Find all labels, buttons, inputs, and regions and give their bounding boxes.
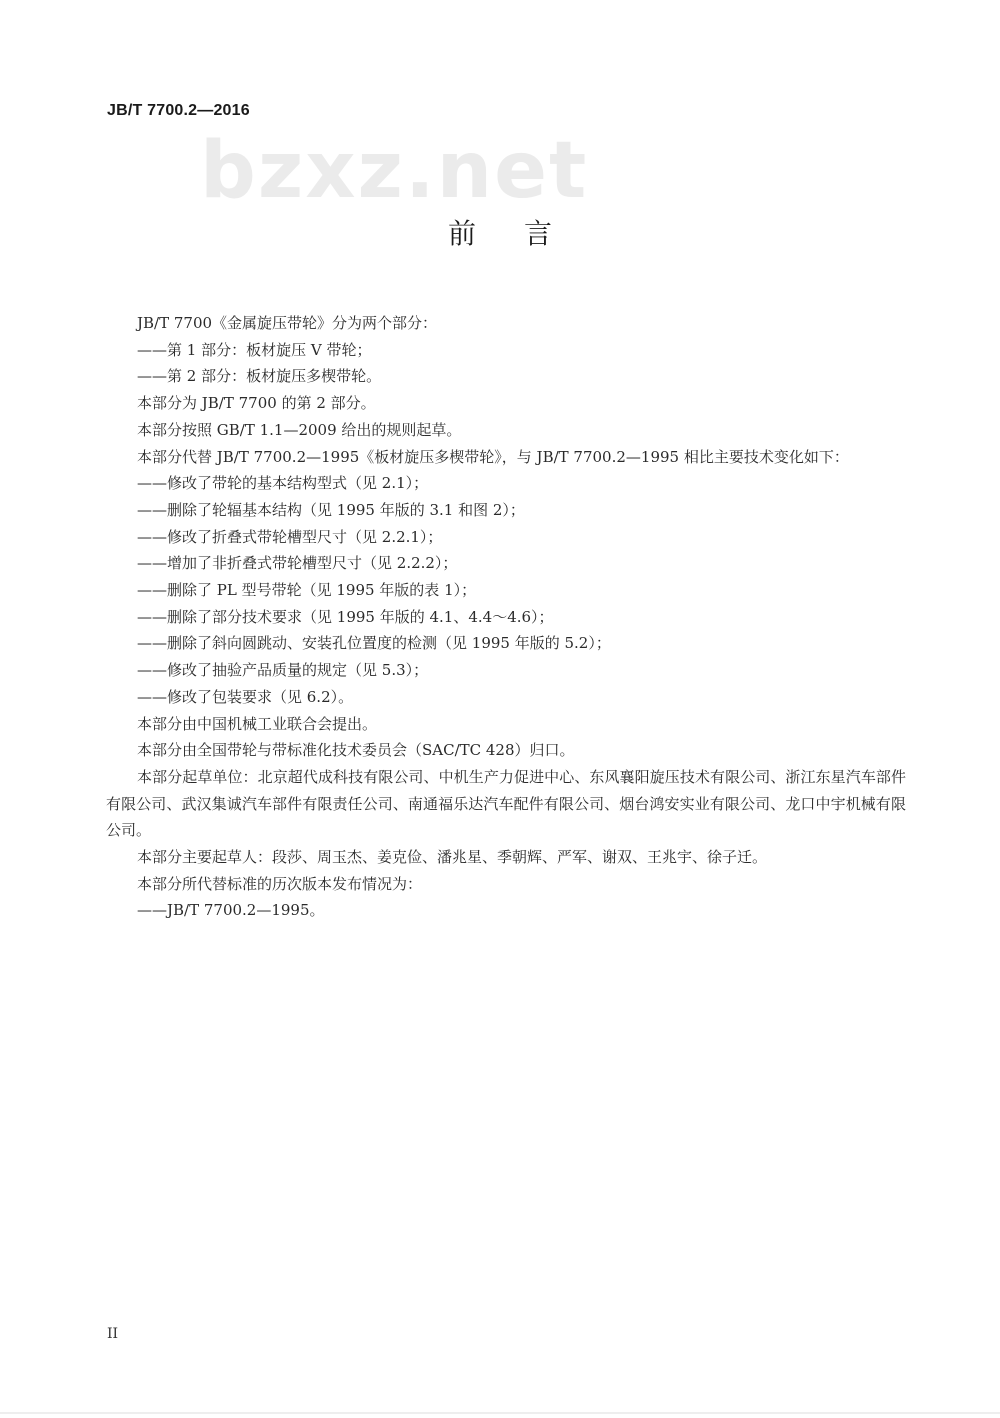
list-item-part2: ——第 2 部分：板材旋压多楔带轮。: [137, 367, 382, 386]
paragraph-drafting-rules: 本部分按照 GB/T 1.1—2009 给出的规则起草。: [137, 420, 462, 439]
paragraph-intro: JB/T 7700《金属旋压带轮》分为两个部分：: [137, 314, 438, 332]
change-item: ——删除了轮辐基本结构（见 1995 年版的 3.1 和图 2）；: [137, 500, 525, 519]
change-item: ——增加了非折叠式带轮槽型尺寸（见 2.2.2）；: [137, 554, 458, 573]
paragraph-replaces: 本部分代替 JB/T 7700.2—1995《板材旋压多楔带轮》，与 JB/T 7700.2—1995 相比主要技术变化如下：: [137, 447, 849, 466]
change-item: ——删除了部分技术要求（见 1995 年版的 4.1、4.4～4.6）；: [137, 607, 554, 626]
standard-code: JB/T 7700.2—2016: [107, 102, 250, 119]
change-item: ——修改了包装要求（见 6.2）。: [137, 687, 354, 706]
change-item: ——修改了抽验产品质量的规定（见 5.3）；: [137, 661, 429, 680]
page-title: 前言: [447, 217, 600, 250]
change-item: ——修改了带轮的基本结构型式（见 2.1）；: [137, 474, 429, 493]
paragraph-proposer: 本部分由中国机械工业联合会提出。: [137, 714, 378, 733]
page-edge: [0, 1412, 1000, 1414]
paragraph-drafting-units: 本部分起草单位：北京超代成科技有限公司、中机生产力促进中心、东风襄阳旋压技术有限公司、浙江东星汽车部件有限公司、武汉集诚汽车部件有限责任公司、南通福乐达汽车配件有限公司、烟台鸿安实业有限公司、龙口中宇机械有限公司。: [106, 767, 906, 840]
history-item: ——JB/T 7700.2—1995。: [137, 901, 325, 920]
paragraph-committee: 本部分由全国带轮与带标准化技术委员会（SAC/TC 428）归口。: [137, 741, 575, 760]
change-item: ——删除了 PL 型号带轮（见 1995 年版的表 1）；: [137, 581, 477, 600]
paragraph-drafters: 本部分主要起草人：段莎、周玉杰、姜克俭、潘兆星、季朝辉、严军、谢双、王兆宇、徐子迁。: [137, 848, 768, 867]
change-item: ——删除了斜向圆跳动、安装孔位置度的检测（见 1995 年版的 5.2）；: [137, 634, 611, 653]
change-item: ——修改了折叠式带轮槽型尺寸（见 2.2.1）；: [137, 527, 443, 546]
paragraph-scope: 本部分为 JB/T 7700 的第 2 部分。: [137, 394, 376, 413]
watermark: bzxz.net: [200, 126, 589, 216]
foreword-body: [106, 310, 906, 924]
list-item-part1: ——第 1 部分：板材旋压 V 带轮；: [137, 340, 372, 359]
paragraph-history: 本部分所代替标准的历次版本发布情况为：: [137, 874, 423, 893]
page-number: II: [107, 1326, 119, 1342]
